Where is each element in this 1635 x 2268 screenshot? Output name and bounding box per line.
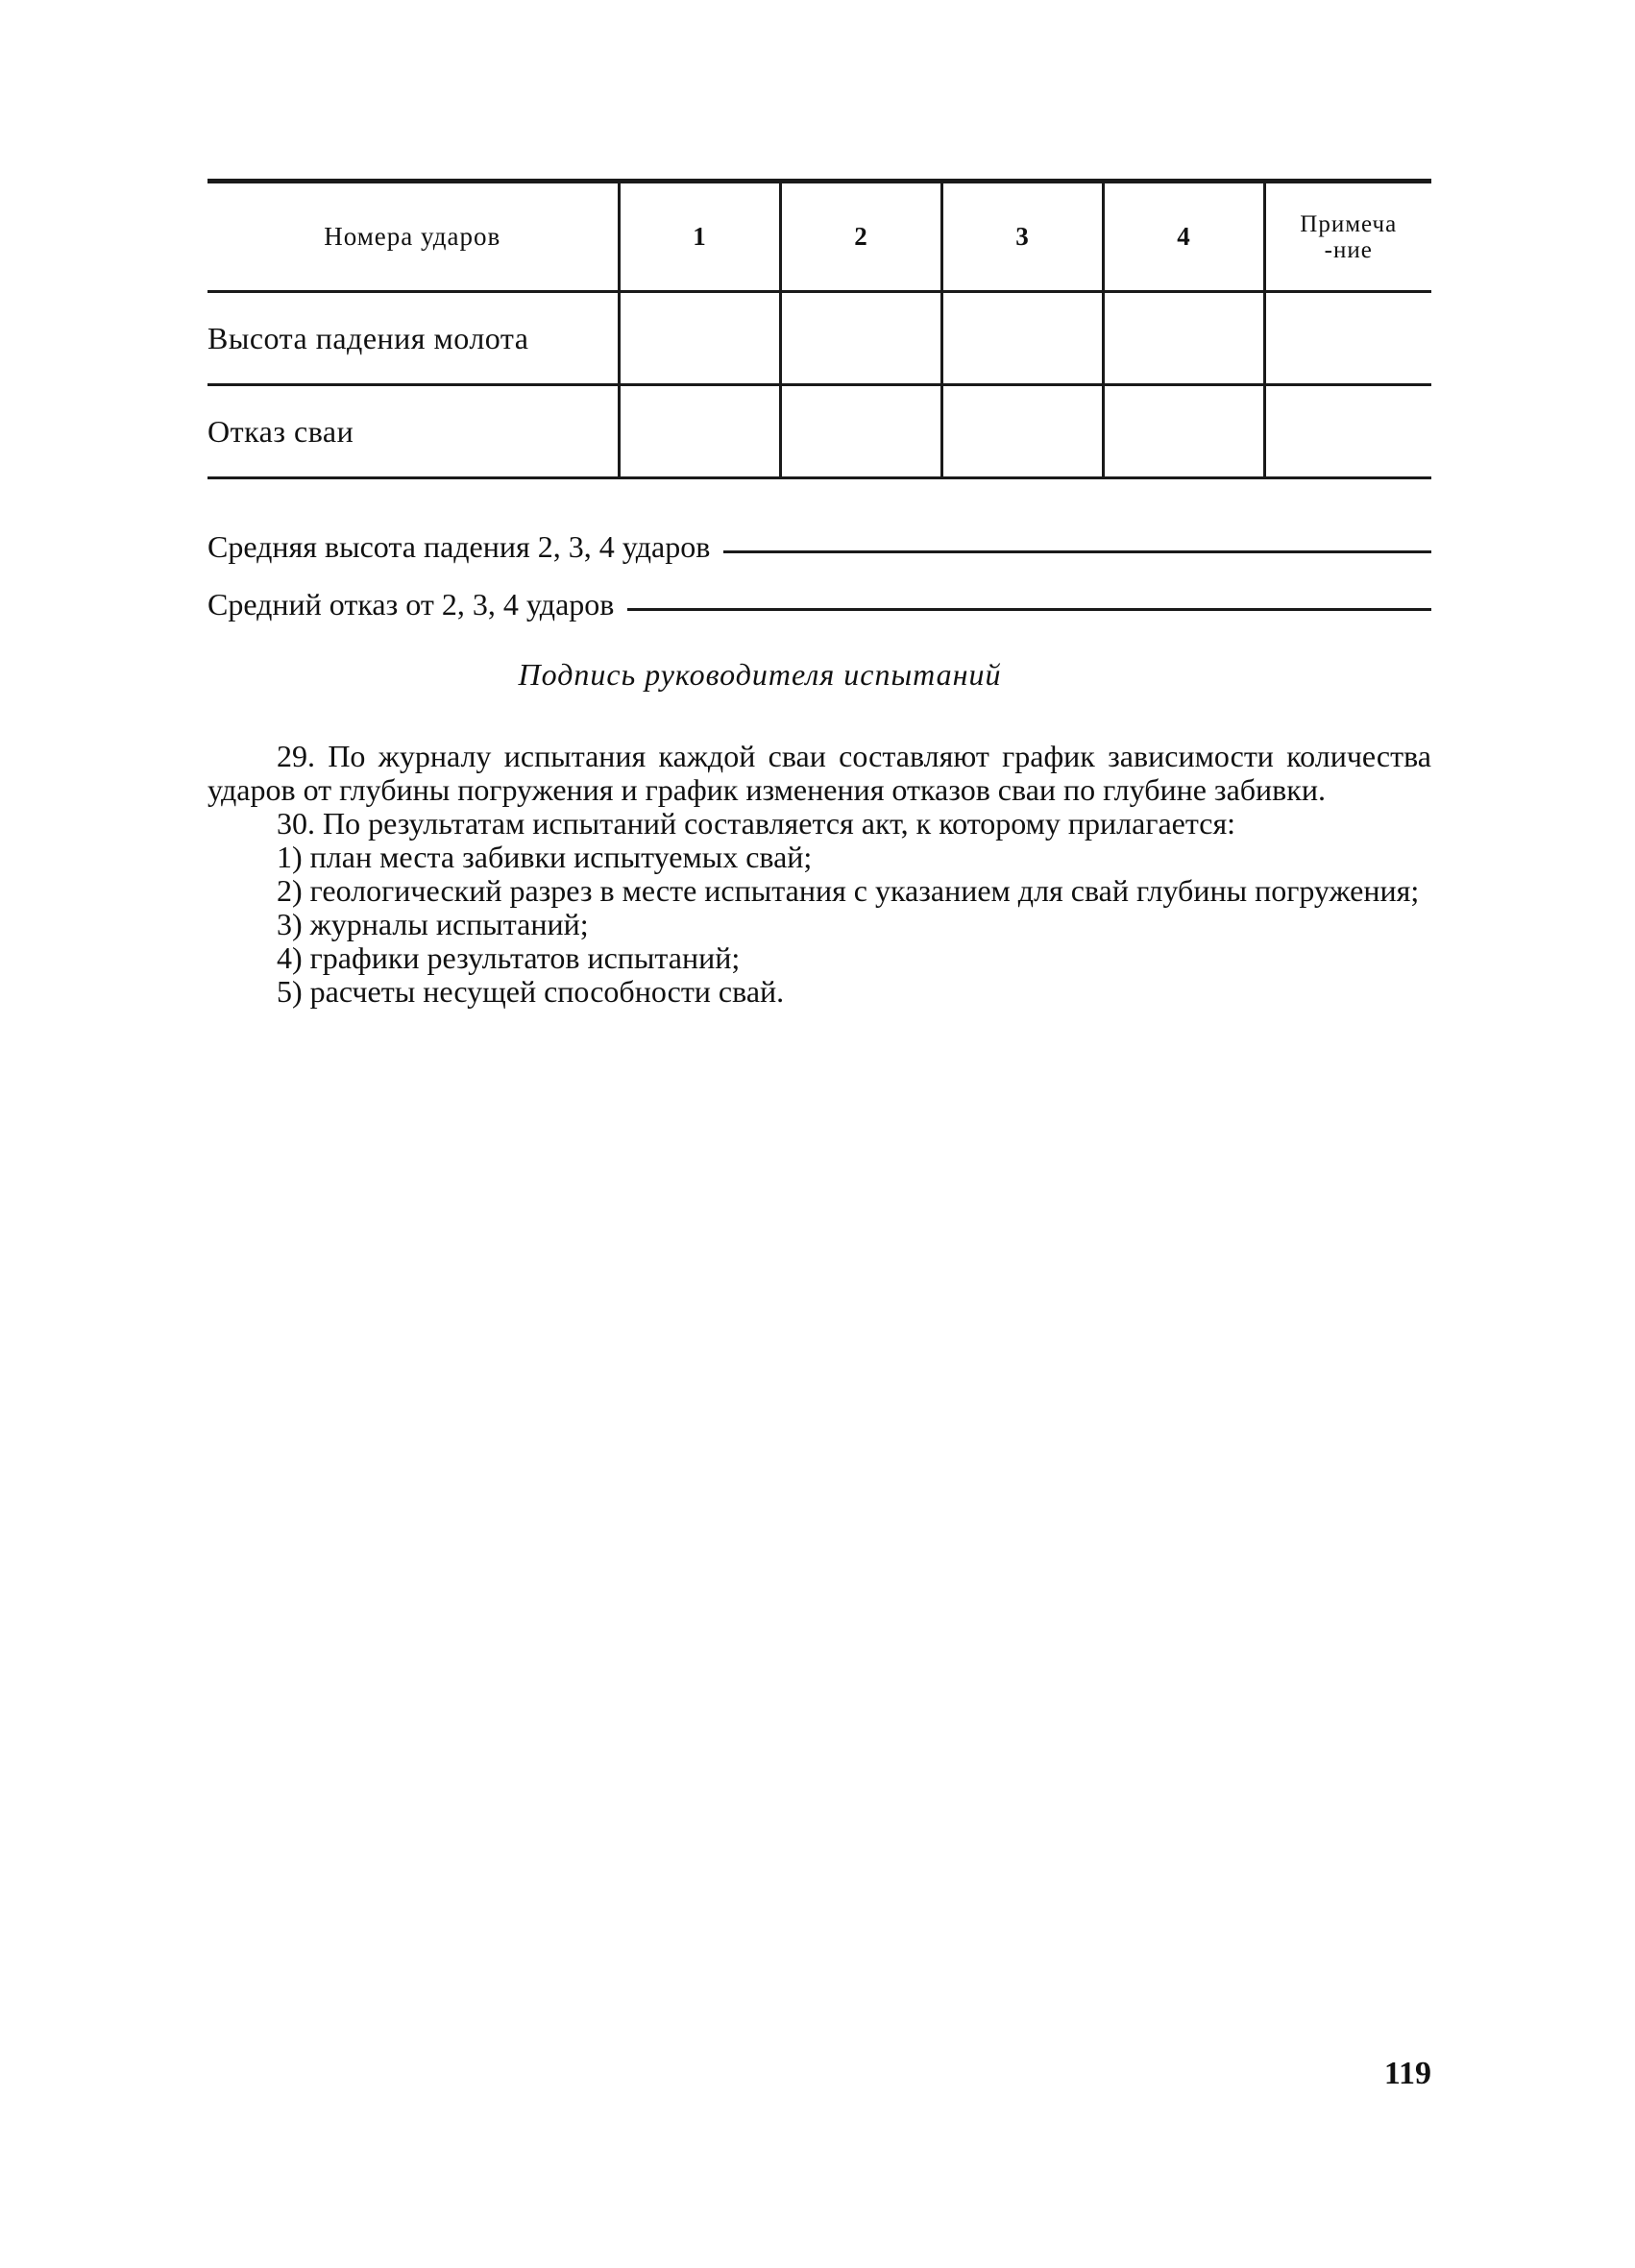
list-item: 2) геологический разрез в месте испытания с указанием для свай глубины погружения; xyxy=(277,873,1420,908)
list-item: 3) журналы испытаний; xyxy=(277,907,589,941)
header-blow-numbers: Номера ударов xyxy=(207,182,619,292)
avg-height-label: Средняя высота падения 2, 3, 4 ударов xyxy=(207,529,711,564)
header-blow-1: 1 xyxy=(619,182,780,292)
list-item: 1) план места забивки испытуемых свай; xyxy=(277,840,813,874)
table-row xyxy=(207,292,1431,385)
header-note-text: Примеча-ние xyxy=(1300,210,1398,263)
list-item: 5) расчеты несущей способности свай. xyxy=(277,974,785,1009)
table-cell xyxy=(780,292,941,385)
avg-refusal-line xyxy=(207,580,1431,622)
table-cell xyxy=(1103,385,1264,478)
paragraph-29: 29. По журналу испытания каждой сваи составляют график зависимости количества ударов от глубины погружения и график изменения отказов сваи по глубине забивки. xyxy=(207,739,1431,807)
test-log-table xyxy=(207,179,1431,479)
table-header-row xyxy=(207,182,1431,292)
table-cell xyxy=(619,385,780,478)
table-cell xyxy=(1264,385,1431,478)
pile-test-table xyxy=(207,179,1431,479)
avg-height-line xyxy=(207,523,1431,565)
page-number: 119 xyxy=(1383,2056,1431,2091)
list-item: 4) графики результатов испытаний; xyxy=(277,940,741,975)
avg-refusal-label: Средний отказ от 2, 3, 4 ударов xyxy=(207,587,615,622)
table-row xyxy=(207,385,1431,478)
signature-caption: Подпись руководителя испытаний xyxy=(518,657,1002,692)
body-text xyxy=(207,740,1431,1009)
table-cell xyxy=(1264,292,1431,385)
table-cell xyxy=(619,292,780,385)
header-blow-3: 3 xyxy=(941,182,1103,292)
header-blow-4: 4 xyxy=(1103,182,1264,292)
header-blow-2: 2 xyxy=(780,182,941,292)
fill-line xyxy=(627,608,1431,611)
table-cell xyxy=(941,292,1103,385)
paragraph-30: 30. По результатам испытаний составляется акт, к которому прилагается: xyxy=(277,806,1236,841)
table-cell xyxy=(1103,292,1264,385)
fill-line xyxy=(723,550,1431,553)
row-label-hammer-height: Высота падения молота xyxy=(207,292,619,385)
table-cell xyxy=(941,385,1103,478)
header-note xyxy=(1264,182,1431,292)
row-label-pile-refusal: Отказ сваи xyxy=(207,385,619,478)
table-cell xyxy=(780,385,941,478)
